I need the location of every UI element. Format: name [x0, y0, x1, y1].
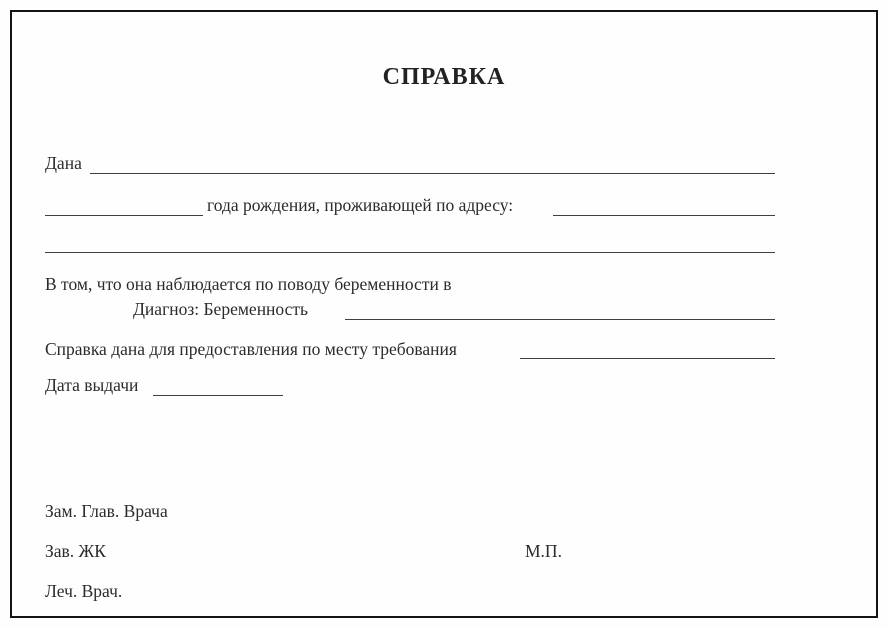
diagnosis-label: Диагноз: Беременность — [133, 299, 308, 319]
attending-doctor-label: Леч. Врач. — [45, 581, 123, 601]
purpose-text: Справка дана для предоставления по месту требования — [45, 339, 457, 359]
stamp-placeholder: М.П. — [525, 541, 562, 561]
diagnosis-field[interactable] — [345, 300, 775, 320]
issue-date-field[interactable] — [153, 376, 283, 396]
birth-year-field[interactable] — [45, 196, 203, 216]
recipient-name-field[interactable] — [90, 154, 775, 174]
given-to-label: Дана — [45, 153, 82, 173]
birth-address-label: года рождения, проживающей по адресу: — [207, 195, 514, 215]
address-field-line2[interactable] — [45, 233, 775, 253]
purpose-field[interactable] — [520, 339, 775, 359]
issue-date-label: Дата выдачи — [45, 375, 139, 395]
head-womens-clinic-label: Зав. ЖК — [45, 541, 106, 561]
address-field-line1[interactable] — [553, 196, 775, 216]
statement-text: В том, что она наблюдается по поводу беременности в — [45, 274, 452, 294]
document-title: СПРАВКА — [382, 64, 506, 90]
deputy-chief-doctor-label: Зам. Глав. Врача — [45, 501, 168, 521]
